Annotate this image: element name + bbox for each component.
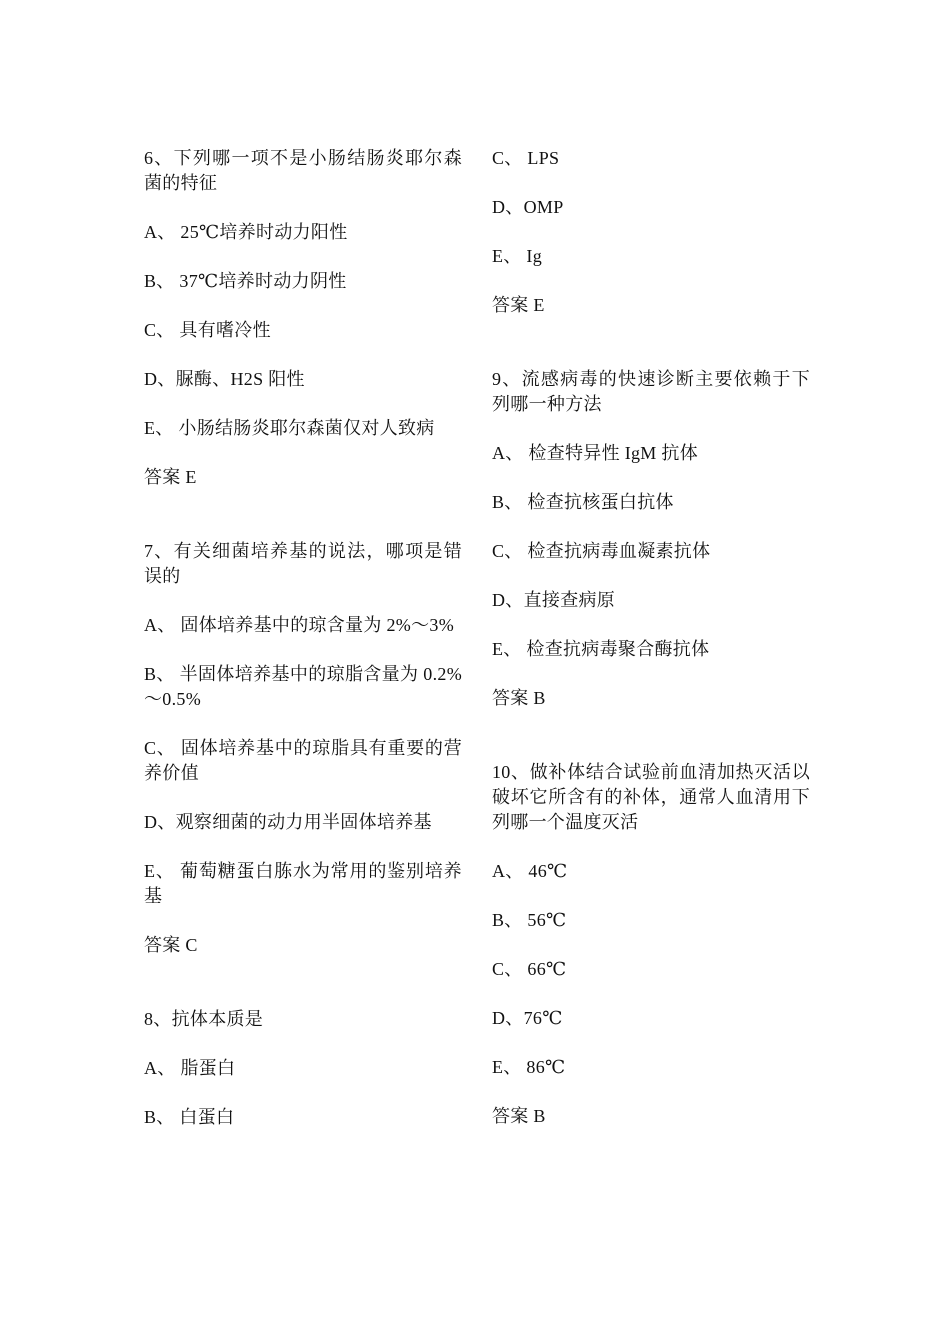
option-c: C、 66℃: [492, 959, 567, 979]
option-c: C、 固体培养基中的琼脂具有重要的营养价值: [144, 738, 462, 783]
option-d: D、观察细菌的动力用半固体培养基: [144, 812, 432, 832]
option-a: A、 固体培养基中的琼含量为 2%～3%: [144, 615, 454, 635]
right-column: [492, 146, 810, 1129]
option-d: D、OMP: [492, 197, 564, 217]
option-b: B、 白蛋白: [144, 1107, 235, 1127]
option-d: D、直接查病原: [492, 590, 616, 610]
option-c: C、 检查抗病毒血凝素抗体: [492, 541, 711, 561]
option-d: D、脲酶、H2S 阳性: [144, 369, 305, 389]
answer-line: 答案 C: [144, 935, 198, 955]
spacer: [492, 711, 810, 760]
question-9: [492, 367, 810, 711]
question-6: [144, 146, 462, 490]
option-e: E、 葡萄糖蛋白胨水为常用的鉴别培养基: [144, 861, 462, 906]
spacer: [144, 490, 462, 539]
answer-line: 答案 E: [492, 295, 545, 315]
question-stem: 7、有关细菌培养基的说法，哪项是错误的: [144, 541, 462, 586]
option-b: B、 56℃: [492, 910, 567, 930]
spacer: [492, 318, 810, 367]
answer-line: 答案 E: [144, 467, 197, 487]
option-e: E、 检查抗病毒聚合酶抗体: [492, 639, 710, 659]
option-e: E、 86℃: [492, 1057, 566, 1077]
option-b: B、 检查抗核蛋白抗体: [492, 492, 674, 512]
option-b: B、 37℃培养时动力阴性: [144, 271, 347, 291]
option-c: C、 LPS: [492, 148, 560, 168]
answer-line: 答案 B: [492, 688, 546, 708]
option-a: A、 46℃: [492, 861, 568, 881]
option-c: C、 具有嗜冷性: [144, 320, 271, 340]
question-stem: 8、抗体本质是: [144, 1009, 264, 1029]
option-b: B、 半固体培养基中的琼脂含量为 0.2%～0.5%: [144, 664, 462, 709]
question-7: [144, 539, 462, 958]
option-e: E、 小肠结肠炎耶尔森菌仅对人致病: [144, 418, 435, 438]
question-stem: 6、下列哪一项不是小肠结肠炎耶尔森菌的特征: [144, 148, 462, 193]
left-column: [144, 146, 462, 1130]
option-e: E、 Ig: [492, 246, 542, 266]
question-8: [144, 1007, 462, 1130]
option-a: A、 脂蛋白: [144, 1058, 236, 1078]
option-a: A、 25℃培养时动力阳性: [144, 222, 348, 242]
spacer: [144, 958, 462, 1007]
option-d: D、76℃: [492, 1008, 563, 1028]
question-stem: 9、流感病毒的快速诊断主要依赖于下列哪一种方法: [492, 369, 810, 414]
question-10: [492, 760, 810, 1129]
question-stem: 10、做补体结合试验前血清加热灭活以破坏它所含有的补体，通常人血清用下列哪一个温度灭活: [492, 762, 810, 832]
question-8-continued: [492, 146, 810, 318]
answer-line: 答案 B: [492, 1106, 546, 1126]
option-a: A、 检查特异性 IgM 抗体: [492, 443, 698, 463]
